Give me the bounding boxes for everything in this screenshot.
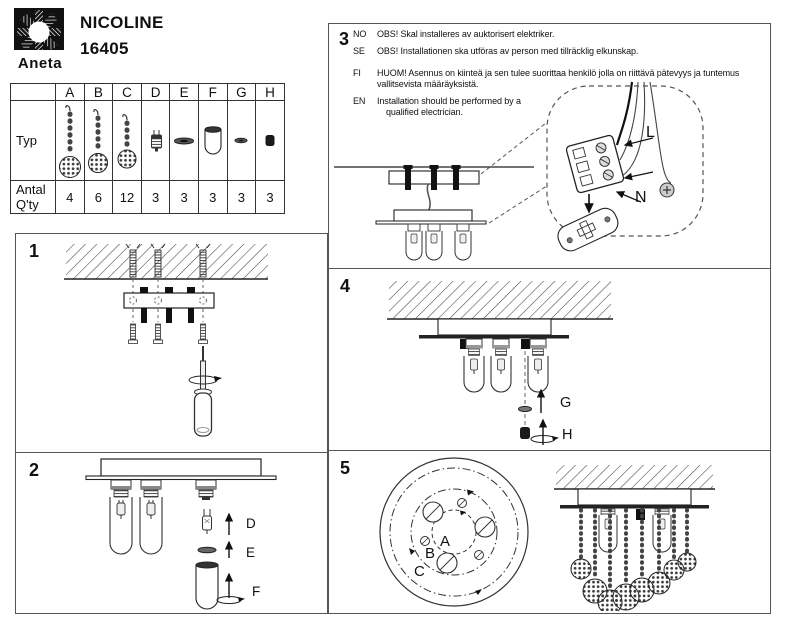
table-typ-row: [11, 101, 285, 181]
note-fi: FI HUOM! Asennus on kiinteä ja sen tulee suorittaa henkilö jolla on riittävä pätevyys ja tuntemus vallitsevista määräyksistä.: [353, 68, 740, 89]
label-part-h: H: [562, 427, 573, 443]
label-part-f: F: [252, 584, 261, 599]
parts-table: [10, 83, 285, 214]
col-header-f: F: [198, 84, 227, 101]
label-ring-c: C: [414, 563, 425, 580]
chain-crystal-ball-medium-icon: [85, 101, 113, 180]
table-qty-row: [11, 181, 285, 214]
qty-g: 3: [227, 181, 256, 214]
qty-b: 6: [84, 181, 113, 214]
lang-code: NO: [353, 29, 367, 39]
step5-diagram: [329, 451, 770, 611]
label-neutral-wire: N: [635, 189, 647, 206]
aneta-logo-icon: [14, 8, 64, 58]
finial-cap-icon: [256, 101, 284, 180]
small-washer-icon: [228, 101, 256, 180]
col-header-d: D: [141, 84, 170, 101]
col-header-a: A: [56, 84, 85, 101]
label-ring-a: A: [440, 533, 451, 550]
step3-diagram: [329, 24, 770, 267]
product-name: NICOLINE: [80, 13, 164, 32]
label-part-d: D: [246, 516, 256, 531]
step1-diagram: [16, 234, 327, 451]
step-number: 3: [339, 29, 350, 49]
qty-a: 4: [56, 181, 85, 214]
qty-e: 3: [170, 181, 199, 214]
step-number: 2: [29, 460, 40, 480]
label-part-e: E: [246, 545, 256, 560]
label-ring-b: B: [425, 545, 436, 562]
lang-code: SE: [353, 46, 365, 56]
note-se: SE OBS! Installationen ska utföras av person med tillräcklig elkunskap.: [353, 46, 639, 56]
chain-crystal-ball-short-icon: [113, 101, 141, 180]
note-no: NO OBS! Skal installeres av auktorisert elektriker.: [353, 29, 555, 39]
step-number: 1: [29, 241, 40, 261]
typ-label: Typ: [11, 101, 56, 181]
step-2-panel: [16, 453, 327, 613]
step-1-panel: [16, 234, 327, 453]
antal-label: Antal: [16, 182, 46, 197]
step-5-panel: [329, 451, 770, 613]
table-header-row: [11, 84, 285, 101]
label-live-wire: L: [646, 124, 655, 141]
parts-table-wrap: [10, 83, 285, 214]
qty-f: 3: [198, 181, 227, 214]
qty-h: 3: [256, 181, 285, 214]
col-header-h: H: [256, 84, 285, 101]
col-header-g: G: [227, 84, 256, 101]
col-header-e: E: [170, 84, 199, 101]
col-header-b: B: [84, 84, 113, 101]
qty-c: 12: [113, 181, 142, 214]
washer-icon: [170, 101, 198, 180]
brand-name: Aneta: [17, 55, 63, 72]
step-3-panel: [329, 24, 770, 269]
step2-diagram: [16, 453, 327, 611]
step-number: 4: [340, 276, 351, 296]
qty-d: 3: [141, 181, 170, 214]
glass-tube-icon: [199, 101, 227, 180]
col-header-c: C: [113, 84, 142, 101]
step-4-panel: [329, 269, 770, 451]
lang-code: FI: [353, 68, 361, 78]
halogen-bulb-icon: [142, 101, 170, 180]
left-steps-box: [15, 233, 328, 614]
label-part-g: G: [560, 395, 572, 411]
step4-diagram: [329, 269, 770, 448]
product-number: 16405: [80, 39, 129, 58]
step-number: 5: [340, 458, 351, 478]
chain-crystal-ball-long-icon: [56, 101, 84, 180]
qty-label: Q'ty: [16, 197, 39, 212]
note-en: EN Installation should be performed by a qualified electrician.: [353, 96, 521, 117]
right-steps-box: [328, 23, 771, 614]
lang-code: EN: [353, 96, 366, 106]
